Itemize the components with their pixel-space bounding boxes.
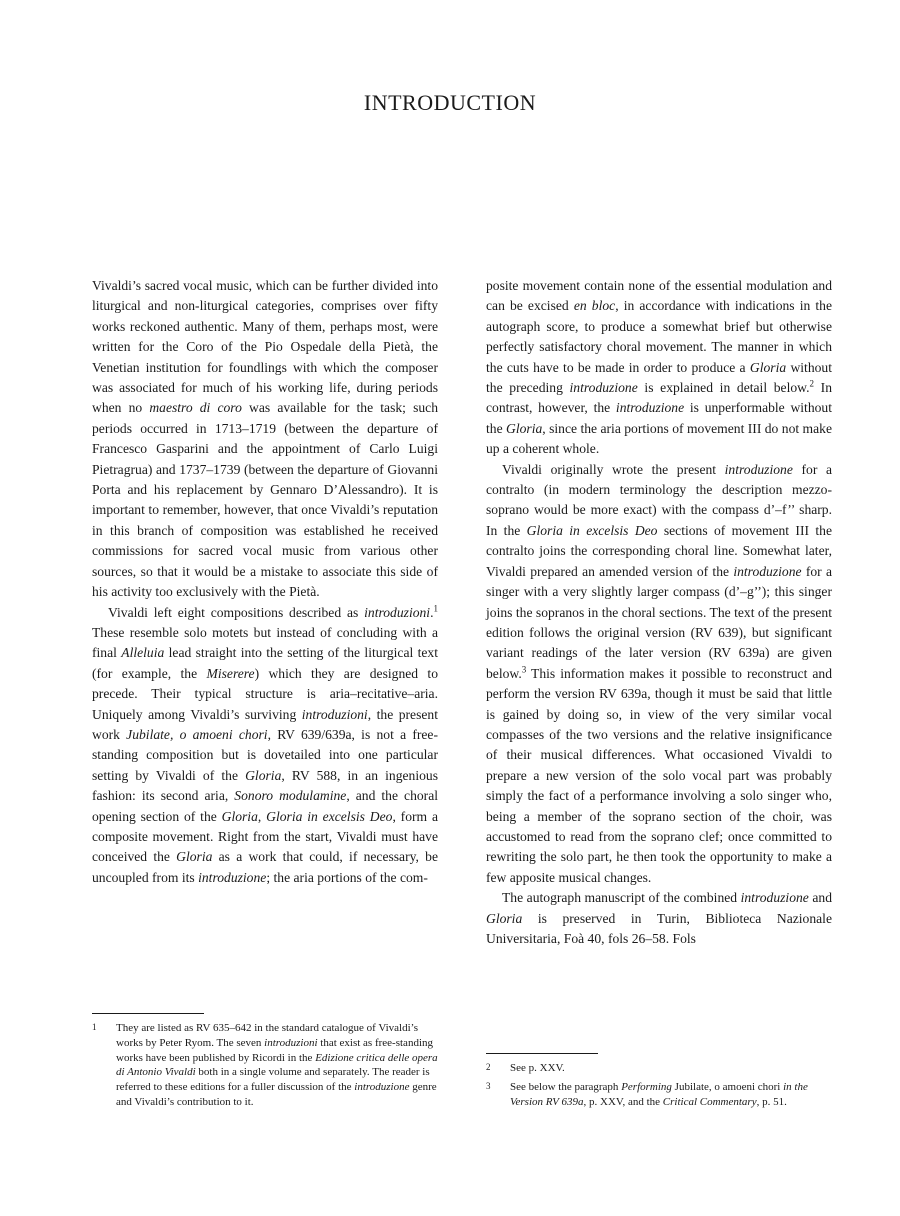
- italic-text: en bloc: [573, 298, 616, 314]
- text-run: ) which they are designed to precede. Their typical structure is aria–recitative–aria. Uniquely among Vivaldi’s surviving: [92, 665, 439, 722]
- footnote-divider: [486, 1053, 598, 1054]
- italic-text: Performing: [621, 1080, 672, 1093]
- text-run: ; the aria portions of the com-: [266, 869, 428, 885]
- text-run: , p. XXV, and the: [583, 1095, 663, 1108]
- italic-text: Miserere: [206, 665, 255, 681]
- text-run: for a singer with a very slightly larger compass (d’–g’’); this singer joins the sopranos in the choral sections. The text of the present edition follows the original version (RV 639), but significant variant readings of the later version (RV 639a) are given below.: [486, 563, 832, 681]
- italic-text: Critical Commentary: [662, 1095, 757, 1108]
- text-run: These resemble solo motets but instead of concluding with a final: [92, 624, 438, 661]
- text-run: is preserved in Turin, Biblioteca Nazionale Universitaria, Foà 40, fols 26–58. Fols: [486, 910, 832, 946]
- italic-text: Gloria in excelsis Deo: [526, 522, 658, 538]
- text-run: , and the choral opening section of the: [92, 788, 439, 824]
- text-run: , since the aria portions of movement III do not make up a coherent whole.: [486, 420, 832, 457]
- footnote: [92, 1021, 438, 1110]
- text-run: , p. 51.: [756, 1095, 787, 1108]
- text-run: See p. XXV.: [510, 1062, 565, 1074]
- italic-text: Gloria: [749, 359, 787, 375]
- footnote-number: 3: [486, 1080, 491, 1091]
- italic-text: Jubilate, o amoeni chori: [126, 726, 268, 742]
- italic-text: Sonoro modulamine: [234, 788, 347, 804]
- text-run: that exist as free-standing works have been published by Ricordi in the: [116, 1036, 433, 1064]
- paragraph: [92, 276, 438, 603]
- italic-text: introduzione: [733, 563, 802, 579]
- italic-text: Gloria: [486, 910, 523, 926]
- italic-text: introduzione: [198, 869, 267, 885]
- footnote: [486, 1080, 832, 1110]
- text-run: lead straight into the setting of the liturgical text (for example, the: [92, 645, 438, 681]
- text-run: Vivaldi left eight compositions described as: [108, 604, 365, 620]
- text-run: is unperformable without the: [486, 400, 832, 436]
- text-run: genre and Vivaldi’s contribution to it.: [116, 1081, 437, 1108]
- text-run: sections of movement III the contralto joins the corresponding choral line. Somewhat later, Vivaldi prepared an amended version of the: [486, 522, 832, 579]
- footnote-text: [510, 1061, 832, 1076]
- footnote-text: [116, 1021, 438, 1110]
- footnote-reference: 1: [433, 602, 438, 613]
- text-run: both in a single volume and separately. The reader is referred to these editions for a fuller discussion of the: [116, 1066, 430, 1094]
- text-run: was available for the task; such periods occurred in 1713–1719 (between the departure of Francesco Gasparini and the appointment of Carlo Luigi Pietragrua) and 1737–1739 (between the departure of Giovanni Porta and his replacement by Gennaro D’Alessandro). It is important to remember, however, that once Vivaldi’s reputation in this branch of composition was established he received commissions for sacred vocal music from various other sources, so that it would be a mistake to associate this side of his activity too exclusively with the Pietà.: [92, 400, 438, 600]
- footnotes-left: [92, 1021, 438, 1114]
- text-run: They are listed as RV 635–642 in the standard catalogue of Vivaldi’s works by Peter Ryom. The seven: [116, 1022, 419, 1049]
- text-run: , RV 639/639a, is not a free-standing composition but is dovetailed into one particular setting by Vivaldi of the: [92, 726, 438, 783]
- text-run: without the preceding: [486, 359, 832, 396]
- paragraph: [486, 276, 832, 460]
- text-run: See below the paragraph: [510, 1080, 622, 1093]
- footnote-number: 2: [486, 1062, 491, 1072]
- text-run: , RV 588, in an ingenious fashion: its second aria,: [92, 767, 438, 804]
- paragraph: [92, 603, 438, 889]
- italic-text: Edizione critica delle opera di Antonio Vivaldi: [116, 1051, 438, 1079]
- paragraph: [486, 888, 832, 949]
- italic-text: introduzione: [354, 1081, 410, 1094]
- text-run: and: [808, 890, 832, 906]
- footnote-divider: [92, 1013, 204, 1014]
- italic-text: Gloria in excelsis Deo: [266, 808, 393, 824]
- italic-text: introduzioni: [301, 706, 368, 722]
- text-run: ,: [257, 808, 267, 824]
- text-run: , the present work: [92, 706, 438, 742]
- italic-text: introduzioni: [364, 604, 431, 620]
- italic-text: introduzione: [569, 380, 638, 396]
- italic-text: introduzioni: [264, 1036, 318, 1049]
- italic-text: Gloria: [506, 420, 543, 436]
- text-run: Vivaldi originally wrote the present: [502, 461, 725, 477]
- text-run: for a contralto (in modern terminology the description mezzo-soprano would be more exact) with the compass d’–f’’ sharp. In the: [486, 461, 832, 538]
- text-run: The autograph manuscript of the combined: [502, 890, 741, 906]
- paragraph: [486, 460, 832, 889]
- text-run: In contrast, however, the: [486, 380, 832, 416]
- text-run: Vivaldi’s sacred vocal music, which can be further divided into liturgical and non-liturgical categories, comprises over fifty works reckoned authentic. Many of them, perhaps most, were written for the Coro of the Pio Ospedale della Pietà, the Venetian institution for foundlings with which the composer was associated for much of his working life, during periods when no: [92, 278, 438, 416]
- left-column: [92, 276, 438, 888]
- italic-text: Gloria: [221, 808, 258, 824]
- italic-text: introduzione: [740, 890, 809, 906]
- text-run: Jubilate, o amoeni chori: [671, 1080, 784, 1093]
- italic-text: introduzione: [615, 400, 685, 416]
- italic-text: Alleluia: [121, 645, 165, 661]
- italic-text: Gloria: [176, 849, 213, 865]
- text-run: This information makes it possible to reconstruct and perform the version RV 639a, though it must be said that little is gained by doing so, in view of the very similar vocal compasses of the two versions and the relative insignificance of their musical differences. What occasioned Vivaldi to prepare a new version of the solo vocal part was probably simply the fact of a performance involving a solo singer who, being a member of the soprano section of the choir, was accustomed to read from the soprano clef; once committed to rewriting the solo part, he then took the opportunity to make a few apposite musical changes.: [486, 665, 832, 885]
- footnote-number: 1: [92, 1022, 97, 1032]
- footnote: [486, 1061, 832, 1076]
- italic-text: in the Version RV 639a: [510, 1080, 808, 1108]
- italic-text: introduzione: [724, 461, 793, 477]
- footnotes-right: [486, 1061, 832, 1113]
- footnote-reference: 3: [521, 664, 527, 675]
- text-run: .: [430, 604, 434, 620]
- footnote-reference: 2: [809, 378, 814, 389]
- italic-text: maestro di coro: [149, 400, 242, 416]
- text-run: as a work that could, if necessary, be uncoupled from its: [92, 849, 438, 885]
- text-run: posite movement contain none of the essential modulation and can be excised: [486, 278, 832, 314]
- right-column: [486, 276, 832, 949]
- text-run: is explained in detail below.: [637, 380, 810, 396]
- italic-text: Gloria: [245, 767, 282, 783]
- page-title: INTRODUCTION: [363, 90, 537, 115]
- footnote-text: [510, 1080, 832, 1110]
- text-run: , form a composite movement. Right from the start, Vivaldi must have conceived the: [92, 808, 438, 865]
- text-run: , in accordance with indications in the autograph score, to produce a somewhat brief but otherwise perfectly satisfactory choral movement. The manner in which the cuts have to be made in order to produce a: [486, 298, 833, 375]
